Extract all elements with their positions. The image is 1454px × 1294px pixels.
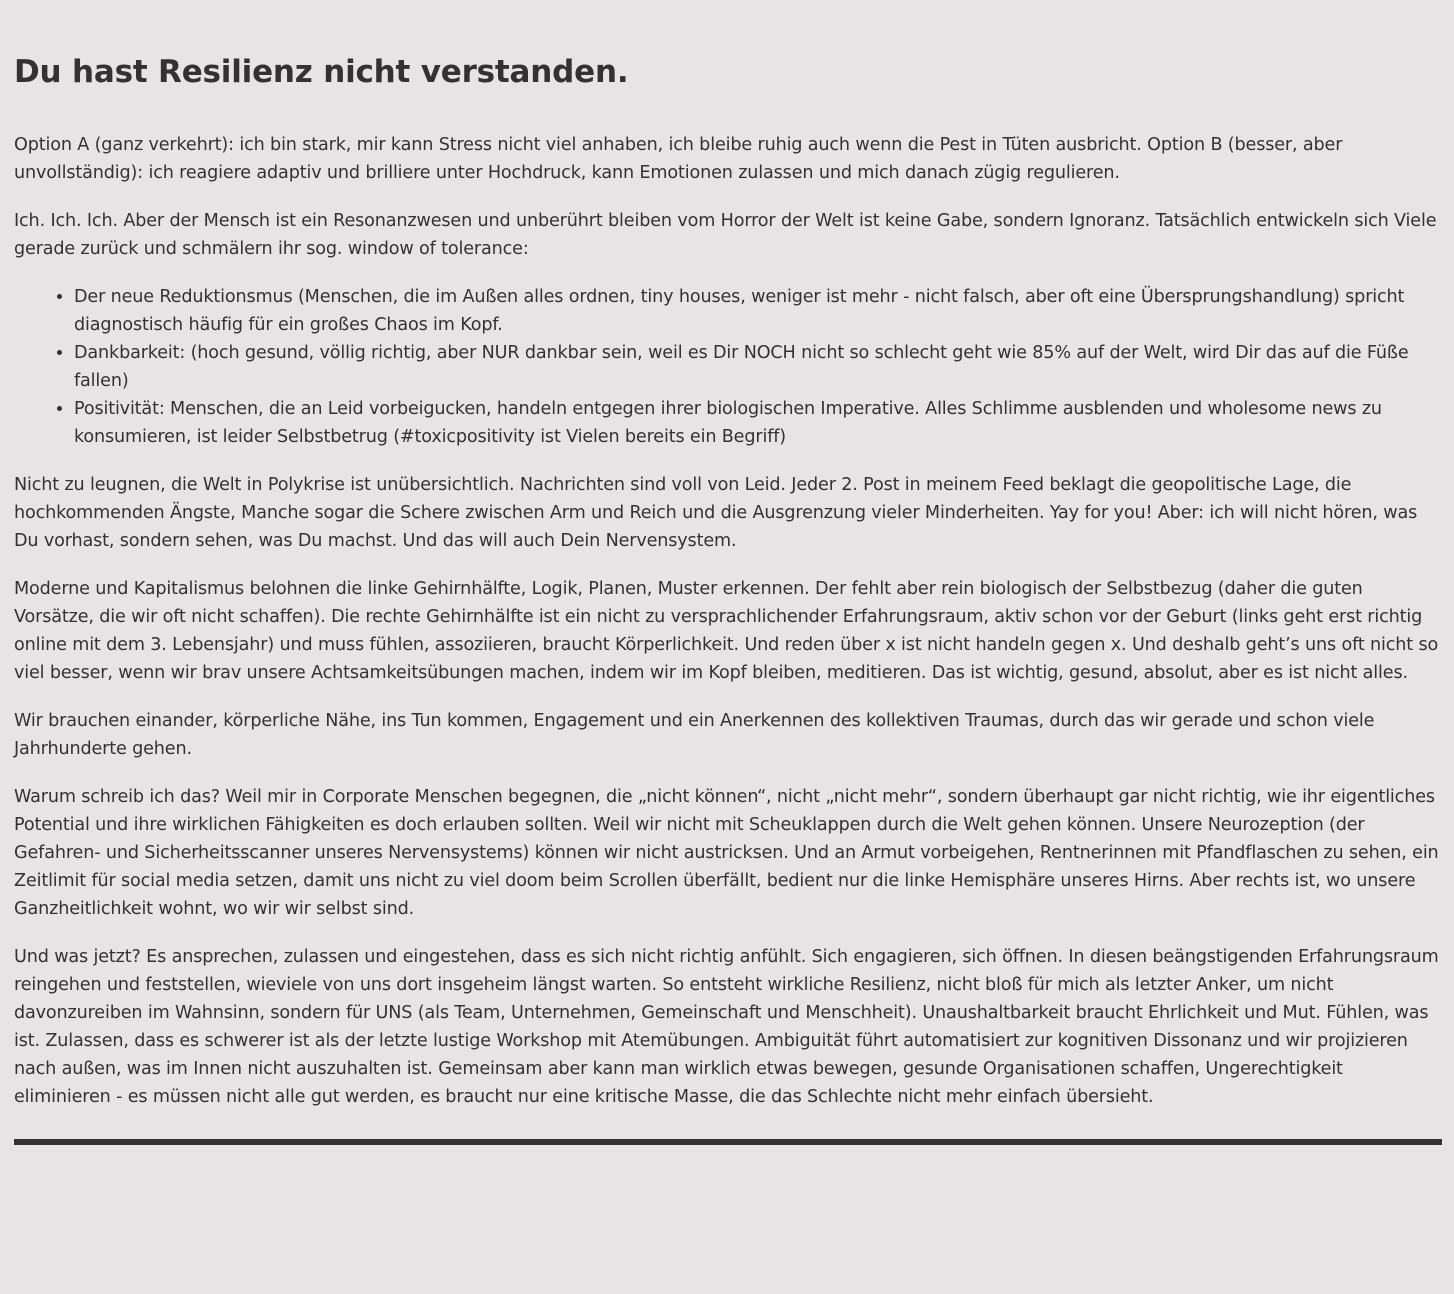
paragraph-what-now: Und was jetzt? Es ansprechen, zulassen und eingestehen, dass es sich nicht richtig anfühlt. Sich engagieren, sich öffnen. In diesen beängstigenden Erfahrungsraum reingehen und feststellen, wieviele von uns dort insgeheim längst warten. So entsteht wirkliche Resilienz, nicht bloß für mich als letzter Anker, um nicht davonzureiben im Wahnsinn, sondern für UNS (als Team, Unternehmen, Gemeinschaft und Menschheit). Unaushaltbarkeit braucht Ehrlichkeit und Mut. Fühlen, was ist. Zulassen, dass es schwerer ist als der letzte lustige Workshop mit Atemübungen. Ambiguität führt automatisiert zur kognitiven Dissonanz und wir projizieren nach außen, was im Innen nicht auszuhalten ist. Gemeinsam aber kann man wirklich etwas bewegen, gesunde Organisationen schaffen, Ungerechtigkeit eliminieren - es müssen nicht alle gut werden, es braucht nur eine kritische Masse, die das Schlechte nicht mehr einfach übersieht. bbox=[14, 947, 1439, 1107]
list-item: • Der neue Reduktionsmus (Menschen, die im Außen alles ordnen, tiny houses, weniger ist mehr - nicht falsch, aber oft eine Übersprungshandlung) spricht diagnostisch häufig für ein großes Chaos im Kopf. bbox=[74, 283, 1440, 339]
paragraph-resonance: Ich. Ich. Ich. Aber der Mensch ist ein Resonanzwesen und unberührt bleiben vom Horror der Welt ist keine Gabe, sondern Ignoranz. Tatsächlich entwickeln sich Viele gerade zurück und schmälern ihr sog. window of tolerance: bbox=[14, 211, 1437, 259]
paragraph-brain-hemispheres: Moderne und Kapitalismus belohnen die linke Gehirnhälfte, Logik, Planen, Muster erkennen. Der fehlt aber rein biologisch der Selbstbezug (daher die guten Vorsätze, die wir oft nicht schaffen). Die rechte Gehirnhälfte ist ein nicht zu versprachlichender Erfahrungsraum, aktiv schon vor der Geburt (links geht erst richtig online mit dem 3. Lebensjahr) und muss fühlen, assoziieren, braucht Körperlichkeit. Und reden über x ist nicht handeln gegen x. Und deshalb geht’s uns oft nicht so viel besser, wenn wir brav unsere Achtsamkeitsübungen machen, indem wir im Kopf bleiben, meditieren. Das ist wichtig, gesund, absolut, aber es ist nicht alles. bbox=[14, 579, 1439, 683]
horizontal-divider bbox=[14, 1139, 1442, 1145]
bullet-list bbox=[14, 283, 1440, 451]
list-item: • Dankbarkeit: (hoch gesund, völlig richtig, aber NUR dankbar sein, weil es Dir NOCH nicht so schlecht geht wie 85% auf der Welt, wird Dir das auf die Füße fallen) bbox=[74, 339, 1440, 395]
paragraph-polykrise: Nicht zu leugnen, die Welt in Polykrise ist unübersichtlich. Nachrichten sind voll von Leid. Jeder 2. Post in meinem Feed beklagt die geopolitische Lage, die hochkommenden Ängste, Manche sogar die Schere zwischen Arm und Reich und die Ausgrenzung vieler Minderheiten. Yay for you! Aber: ich will nicht hören, was Du vorhast, sondern sehen, was Du machst. Und das will auch Dein Nervensystem. bbox=[14, 475, 1418, 551]
paragraph-options: Option A (ganz verkehrt): ich bin stark, mir kann Stress nicht viel anhaben, ich bleibe ruhig auch wenn die Pest in Tüten ausbricht. Option B (besser, aber unvollständig): ich reagiere adaptiv und brilliere unter Hochdruck, kann Emotionen zulassen und mich danach zügig regulieren. bbox=[14, 135, 1343, 183]
paragraph-togetherness: Wir brauchen einander, körperliche Nähe, ins Tun kommen, Engagement und ein Anerkennen des kollektiven Traumas, durch das wir gerade und schon viele Jahrhunderte gehen. bbox=[14, 711, 1375, 759]
article-title: Du hast Resilienz nicht verstanden. bbox=[14, 54, 629, 90]
list-item: • Positivität: Menschen, die an Leid vorbeigucken, handeln entgegen ihrer biologischen Imperative. Alles Schlimme ausblenden und wholesome news zu konsumieren, ist leider Selbstbetrug (#toxicpositivity ist Vielen bereits ein Begriff) bbox=[74, 395, 1440, 451]
paragraph-why: Warum schreib ich das? Weil mir in Corporate Menschen begegnen, die „nicht können“, nicht „nicht mehr“, sondern überhaupt gar nicht richtig, wie ihr eigentliches Potential und ihre wirklichen Fähigkeiten es doch erlauben sollten. Weil wir nicht mit Scheuklappen durch die Welt gehen können. Unsere Neurozeption (der Gefahren- und Sicherheitsscanner unseres Nervensystems) können wir nicht austricksen. Und an Armut vorbeigehen, Rentnerinnen mit Pfandflaschen zu sehen, ein Zeitlimit für social media setzen, damit uns nicht zu viel doom beim Scrollen überfällt, bedient nur die linke Hemisphäre unseres Hirns. Aber rechts ist, wo unsere Ganzheitlichkeit wohnt, wo wir wir selbst sind. bbox=[14, 787, 1439, 919]
